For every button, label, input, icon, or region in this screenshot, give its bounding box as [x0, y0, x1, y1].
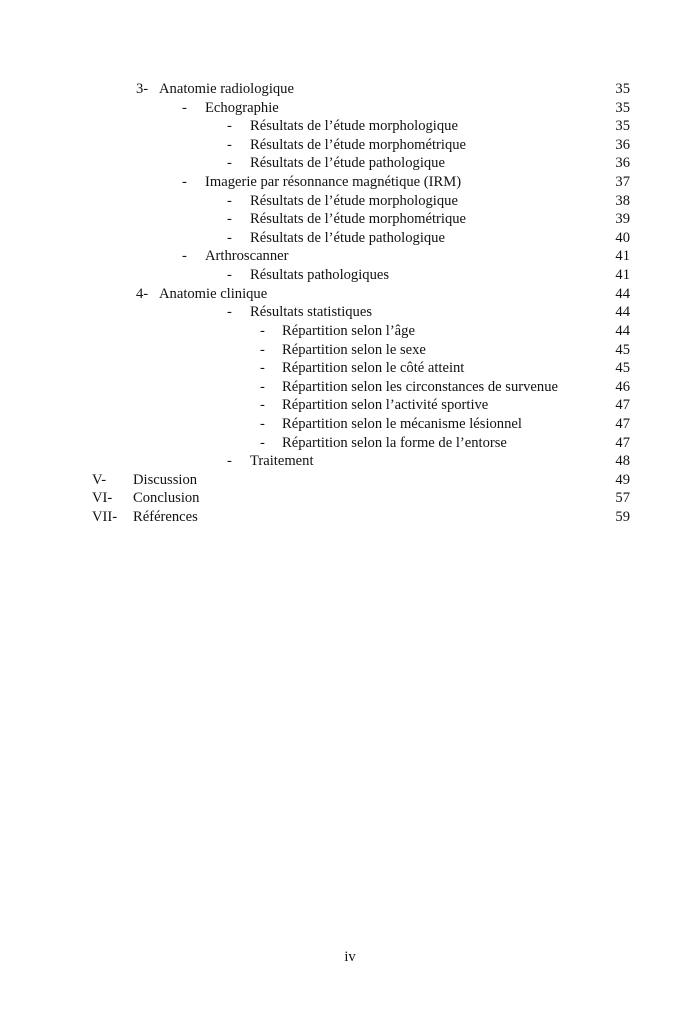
toc-row [0, 304, 700, 323]
toc-label: Répartition selon le côté atteint [282, 360, 465, 377]
toc-label: Répartition selon le mécanisme lésionnel [282, 415, 522, 432]
toc-label: Discussion [133, 471, 198, 488]
toc-row [0, 509, 700, 528]
toc-row [0, 211, 700, 230]
toc-page-number: 47 [615, 415, 630, 432]
toc-page-number: 38 [615, 192, 630, 209]
toc-marker: - [260, 415, 265, 432]
toc-label: Anatomie radiologique [159, 81, 294, 97]
toc-row [0, 453, 700, 472]
toc-label: Résultats de l’étude morphologique [250, 192, 458, 209]
toc-row [0, 323, 700, 342]
toc-label: Résultats statistiques [250, 304, 373, 321]
toc-marker: VII- [92, 509, 118, 526]
toc-page-number: 47 [615, 434, 630, 451]
toc-page-number: 35 [615, 99, 630, 116]
toc-row [0, 379, 700, 398]
toc-row [0, 342, 700, 361]
toc-page-number: 35 [615, 81, 630, 97]
toc-marker: - [260, 397, 265, 414]
toc-label: Résultats de l’étude morphologique [250, 118, 458, 135]
toc-marker: - [227, 118, 232, 135]
toc-page-number: 57 [615, 490, 630, 507]
toc-row [0, 397, 700, 416]
toc-marker: - [227, 267, 232, 284]
toc-marker: - [182, 174, 187, 191]
toc-label: Anatomie clinique [159, 285, 268, 302]
toc-label: Répartition selon la forme de l’entorse [282, 434, 507, 451]
toc-marker: - [227, 211, 232, 228]
toc-marker: - [227, 155, 232, 172]
toc-marker: - [260, 341, 265, 358]
toc-row [0, 286, 700, 305]
toc-page-number: 36 [615, 136, 630, 153]
toc-label: Echographie [205, 99, 279, 116]
toc-marker: - [260, 322, 265, 339]
toc-row [0, 416, 700, 435]
toc-row [0, 230, 700, 249]
toc-page-number: 36 [615, 155, 630, 172]
toc-row [0, 118, 700, 137]
toc-label: Répartition selon l’âge [282, 322, 415, 339]
toc-marker: 3- [136, 81, 149, 97]
toc-label: Répartition selon les circonstances de survenue [282, 378, 558, 395]
toc-page-number: 45 [615, 341, 630, 358]
toc-marker: V- [92, 471, 107, 488]
toc-page-number: 44 [615, 304, 630, 321]
toc-page-number: 44 [615, 285, 630, 302]
toc-label: Imagerie par résonnance magnétique (IRM) [205, 174, 462, 191]
toc-row [0, 81, 700, 100]
toc-label: Répartition selon l’activité sportive [282, 397, 489, 414]
toc-marker: - [227, 136, 232, 153]
toc-page-number: 35 [615, 118, 630, 135]
toc-row [0, 472, 700, 491]
toc-row [0, 267, 700, 286]
toc-page-number: 45 [615, 360, 630, 377]
toc-label: Résultats de l’étude pathologique [250, 229, 445, 246]
toc-label: Résultats de l’étude morphométrique [250, 211, 467, 228]
toc-label: Références [133, 509, 198, 526]
toc-marker: 4- [136, 285, 149, 302]
table-of-contents [0, 81, 700, 528]
toc-label: Résultats de l’étude pathologique [250, 155, 445, 172]
toc-page-number: 41 [615, 267, 630, 284]
toc-page-number: 59 [615, 509, 630, 526]
toc-marker: - [227, 192, 232, 209]
toc-page-number: 44 [615, 322, 630, 339]
toc-marker: VI- [92, 490, 113, 507]
toc-page-number: 49 [615, 471, 630, 488]
toc-page-number: 40 [615, 229, 630, 246]
toc-row [0, 490, 700, 509]
toc-page-number: 47 [615, 397, 630, 414]
toc-label: Traitement [250, 453, 314, 470]
toc-label: Résultats pathologiques [250, 267, 390, 284]
toc-label: Conclusion [133, 490, 200, 507]
toc-page-number: 41 [615, 248, 630, 265]
page-number: iv [344, 949, 356, 965]
toc-marker: - [260, 434, 265, 451]
toc-row [0, 100, 700, 119]
toc-marker: - [227, 304, 232, 321]
toc-row [0, 174, 700, 193]
toc-row [0, 248, 700, 267]
toc-page-number: 46 [615, 378, 630, 395]
page-footer [0, 949, 700, 966]
toc-page-number: 39 [615, 211, 630, 228]
toc-label: Arthroscanner [205, 248, 289, 265]
toc-row [0, 137, 700, 156]
toc-marker: - [182, 248, 187, 265]
toc-marker: - [182, 99, 187, 116]
toc-marker: - [260, 360, 265, 377]
toc-page-number: 48 [615, 453, 630, 470]
toc-row [0, 360, 700, 379]
toc-marker: - [227, 453, 232, 470]
toc-page-number: 37 [615, 174, 630, 191]
toc-row [0, 155, 700, 174]
toc-marker: - [260, 378, 265, 395]
toc-marker: - [227, 229, 232, 246]
toc-label: Résultats de l’étude morphométrique [250, 136, 467, 153]
toc-label: Répartition selon le sexe [282, 341, 426, 358]
toc-row [0, 435, 700, 454]
toc-row [0, 193, 700, 212]
